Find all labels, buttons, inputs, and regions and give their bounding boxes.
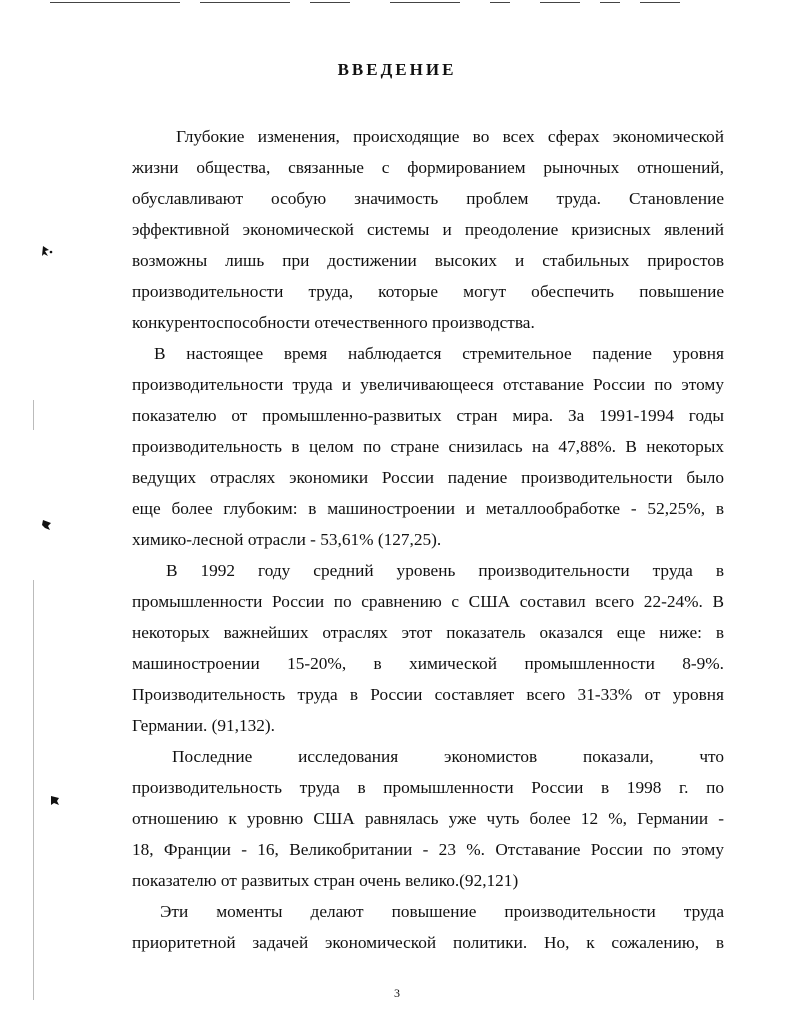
scan-speck (40, 244, 54, 258)
page-title: ВВЕДЕНИЕ (337, 60, 457, 79)
text-line: машиностроении 15-20%, в химической промышленности 8-9%. (132, 654, 724, 673)
text-line: некоторых важнейших отраслях этот показатель оказался еще ниже: в (132, 623, 724, 642)
text-line: ведущих отраслях экономики России падение производительности было (132, 468, 724, 487)
text-line: эффективной экономической системы и преодоление кризисных явлений (132, 220, 724, 239)
text-line: обуславливают особую значимость проблем труда. Становление (132, 189, 724, 208)
text-line: производительность в целом по стране снизилась на 47,88%. В некоторых (132, 437, 724, 456)
text-line: Глубокие изменения, происходящие во всех сферах экономической (176, 127, 724, 146)
scan-speck (48, 794, 62, 808)
paragraph (132, 555, 724, 741)
text-line: отношению к уровню США равнялась уже чуть более 12 %, Германии - (132, 809, 724, 828)
text-line: конкурентоспособности отечественного производства. (132, 313, 535, 332)
text-line: В 1992 году средний уровень производительности труда в (166, 561, 724, 580)
document-body (132, 121, 724, 958)
scan-margin-line (33, 580, 34, 1000)
paragraph (132, 741, 724, 896)
scan-speck (40, 518, 54, 532)
paragraph (132, 338, 724, 555)
text-line: еще более глубоким: в машиностроении и металлообработке - 52,25%, в (132, 499, 724, 518)
scan-artifact-top (40, 2, 740, 5)
text-line: Последние исследования экономистов показали, что (172, 747, 724, 766)
text-line: 18, Франции - 16, Великобритании - 23 %. Отставание России по этому (132, 840, 724, 859)
text-line: В настоящее время наблюдается стремительное падение уровня (154, 344, 724, 363)
text-line: Производительность труда в России составляет всего 31-33% от уровня (132, 685, 724, 704)
text-line: показателю от промышленно-развитых стран мира. За 1991-1994 годы (132, 406, 724, 425)
text-line: показателю от развитых стран очень велико.(92,121) (132, 871, 519, 890)
paragraph (132, 121, 724, 338)
text-line: производительность труда в промышленности России в 1998 г. по (132, 778, 724, 797)
text-line: возможны лишь при достижении высоких и стабильных приростов (132, 251, 724, 270)
page-number: 3 (394, 986, 400, 1000)
text-line: промышленности России по сравнению с США составил всего 22-24%. В (132, 592, 724, 611)
text-line: химико-лесной отрасли - 53,61% (127,25). (132, 530, 442, 549)
text-line: жизни общества, связанные с формированием рыночных отношений, (132, 158, 724, 177)
text-line: производительности труда и увеличивающееся отставание России по этому (132, 375, 724, 394)
text-line: производительности труда, которые могут обеспечить повышение (132, 282, 724, 301)
text-line: Германии. (91,132). (132, 716, 275, 735)
paragraph (132, 896, 724, 958)
scan-margin-line (33, 400, 34, 430)
text-line: приоритетной задачей экономической политики. Но, к сожалению, в (132, 933, 724, 952)
text-line: Эти моменты делают повышение производительности труда (160, 902, 724, 921)
